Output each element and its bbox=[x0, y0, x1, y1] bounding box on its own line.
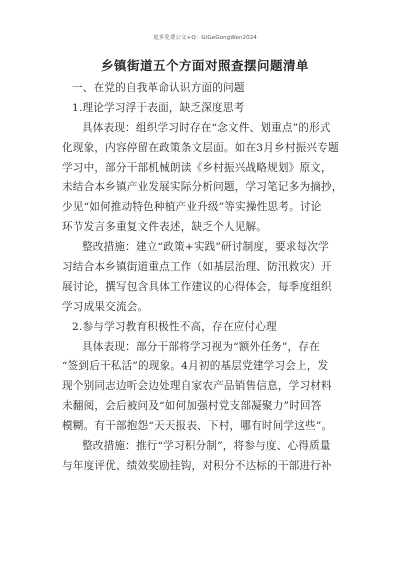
document-body bbox=[62, 79, 354, 477]
body-line: 未结合本乡镇产业发展实际分析问题，学习笔记多为摘抄， bbox=[62, 181, 343, 194]
body-line: 展讨论，撰写包含具体工作建议的心得体会，每季度组织 bbox=[62, 280, 332, 293]
body-line: 环节发言多重复文件表述，缺乏个人见解。 bbox=[62, 221, 268, 234]
body-line: 模糊。有干部抱怨“天天报表、下村，哪有时间学这些”。 bbox=[62, 420, 333, 433]
body-line: 1.理论学习浮于表面，缺乏深度思考 bbox=[72, 101, 245, 114]
body-line: 整改措施：推行“学习积分制”，将参与度、心得质量 bbox=[82, 440, 331, 453]
body-line: 与年度评优、绩效奖励挂钩，对积分不达标的干部进行补 bbox=[62, 459, 332, 472]
body-line: 整改措施：建立“政策+实践”研讨制度，要求每次学 bbox=[82, 241, 329, 254]
document-title: 乡镇街道五个方面对照查摆问题清单 bbox=[100, 58, 309, 73]
body-line: 一、在党的自我革命认识方面的问题 bbox=[72, 82, 245, 94]
body-line: 现个别同志边听会边处理自家农产品销售信息，学习材料 bbox=[62, 380, 332, 393]
body-line: “签到后干私活”的现象。4月初的基层党建学习会上，发 bbox=[62, 360, 329, 373]
body-line: 学习成果交流会。 bbox=[62, 300, 149, 313]
body-line: 化现象，内容停留在政策条文层面。如在3月乡村振兴专题 bbox=[62, 141, 339, 154]
body-line: 少见“如何推动特色种植产业升级”等实操性思考。讨论 bbox=[62, 201, 322, 214]
body-line: 具体表现：组织学习时存在“念文件、划重点”的形式 bbox=[82, 121, 331, 134]
body-line: 具体表现：部分干部将学习视为“额外任务”，存在 bbox=[82, 340, 320, 353]
watermark: 更多免费公文+Q：GiGeGongWen2024 bbox=[153, 35, 257, 41]
body-line: 2.参与学习教育积极性不高，存在应付心理 bbox=[72, 320, 277, 333]
body-line: 未翻阅，会后被问及“如何加强村党支部凝聚力”时回答 bbox=[62, 400, 322, 413]
body-line: 学习中，部分干部机械朗读《乡村振兴战略规划》原文， bbox=[62, 161, 332, 174]
body-line: 习结合本乡镇街道重点工作（如基层治理、防汛救灾）开 bbox=[62, 261, 332, 274]
